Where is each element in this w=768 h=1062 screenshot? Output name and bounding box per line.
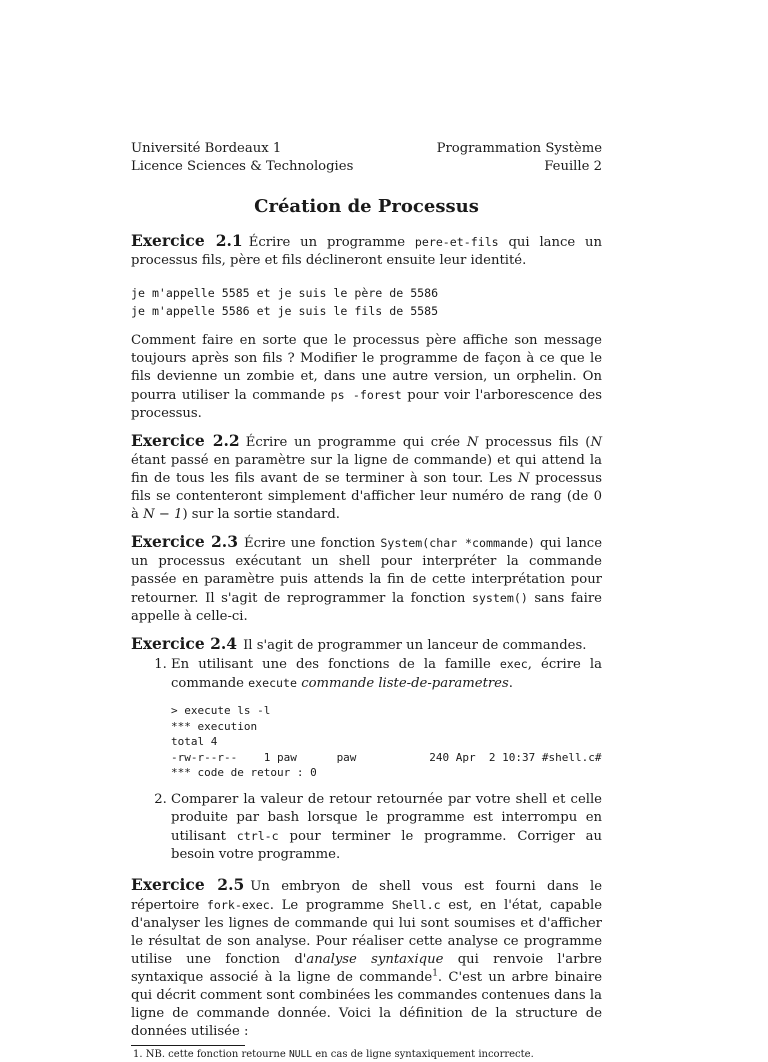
exercise-2-4 [131,635,602,864]
footnote-divider [131,1045,245,1046]
exercise-2-4-list [131,655,602,864]
university-name: Université Bordeaux 1 [131,141,282,156]
exercise-2-4-intro: Exercice 2.4 Il s'agit de programmer un lanceur de commandes. [131,634,587,653]
exercise-2-1 [131,232,602,423]
exercise-title: Exercice 2.5 [131,874,245,894]
exercise-title: Exercice 2.3 [131,532,238,551]
exercise-2-5 [131,876,602,1041]
exercise-2-3 [131,533,602,626]
exercise-2-5-statement: Exercice 2.5 Un embryon de shell vous est fourni dans le répertoire fork-exec. Le programme Shell.c est, en l'état, capable d'analyser les lignes de commande qui lui sont soumises et d'afficher le résultat de son analyse. Pour réaliser cette analyse ce programme utilise une fonction d'analyse syntaxique qui renvoie l'arbre syntaxique associé à la ligne de commande$^1$. C'est un arbre binaire qui décrit comment sont combinées les commandes contenues dans la ligne de commande donnée. Voici la définition de la structure de données utilisée : [131,874,603,1039]
footnote-marker: 1 [432,968,438,979]
exercise-2-3-statement: Exercice 2.3 Écrire une fonction System(char *commande) qui lance un processus exécutant un shell pour interpréter la commande passée en paramètre puis attends la fin de cette interprétation pour retourner. Il s'agit de reprogrammer la fonction system() sans faire appelle à celle-ci. [131,532,602,624]
exercise-title: Exercice 2.1 [131,231,243,250]
header-left [131,140,353,176]
page-header [131,140,602,176]
sheet-number: Feuille 2 [544,159,602,174]
exercise-2-1-question: Comment faire en sorte que le processus père affiche son message toujours après son fils ? Modifier le programme de façon à ce que le fils devienne un zombie et, dans une autre version, un orphelin. On pourra utiliser la commande ps -forest pour voir l'arborescence des processus. [131,333,603,421]
footnote: 1. NB. cette fonction retourne NULL en cas de ligne syntaxiquement incorrecte. [133,1048,534,1060]
code-block: > execute ls -l *** execution total 4 -rw-r--r-- 1 paw paw 240 Apr 2 10:37 #shell.c# *** code de retour : 0 [171,704,602,779]
page-title: Création de Processus [254,196,479,217]
exercise-2-2-statement: Exercice 2.2 Écrire un programme qui crée N processus fils (N étant passé en paramètre sur la ligne de commande) et qui attend la fin de tous les fils avant de se terminer à son tour. Les N processus fils se contenteront simplement d'afficher leur numéro de rang (de 0 à N − 1) sur la sortie standard. [131,431,602,522]
exercise-2-2 [131,432,602,524]
course-name: Programmation Système [436,141,602,156]
document-page [131,140,602,1062]
exercise-title: Exercice 2.2 [131,431,240,450]
exercise-title: Exercice 2.4 [131,634,238,653]
program-name: Licence Sciences & Technologies [131,159,354,174]
list-item: 1. En utilisant une des fonctions de la famille exec, écrire la commande execute commande liste-de-parametres. > execute ls -l *** execution total 4 -rw-r--r-- 1 paw paw 240 Apr 2 10:37 #shell.c# *** code de retour : 0 [171,655,602,781]
code-block: je m'appelle 5585 et je suis le père de 5586 je m'appelle 5586 et je suis le fils de 5585 [131,286,439,318]
exercise-2-1-statement: Exercice 2.1 Écrire un programme pere-et-fils qui lance un processus fils, père et fils déclineront ensuite leur identité. [131,231,603,268]
header-right [437,140,602,176]
list-item: 2. Comparer la valeur de retour retournée par votre shell et celle produite par bash lorsque le programme est interrompu en utilisant ctrl-c pour terminer le programme. Corriger au besoin votre programme. [171,791,602,864]
